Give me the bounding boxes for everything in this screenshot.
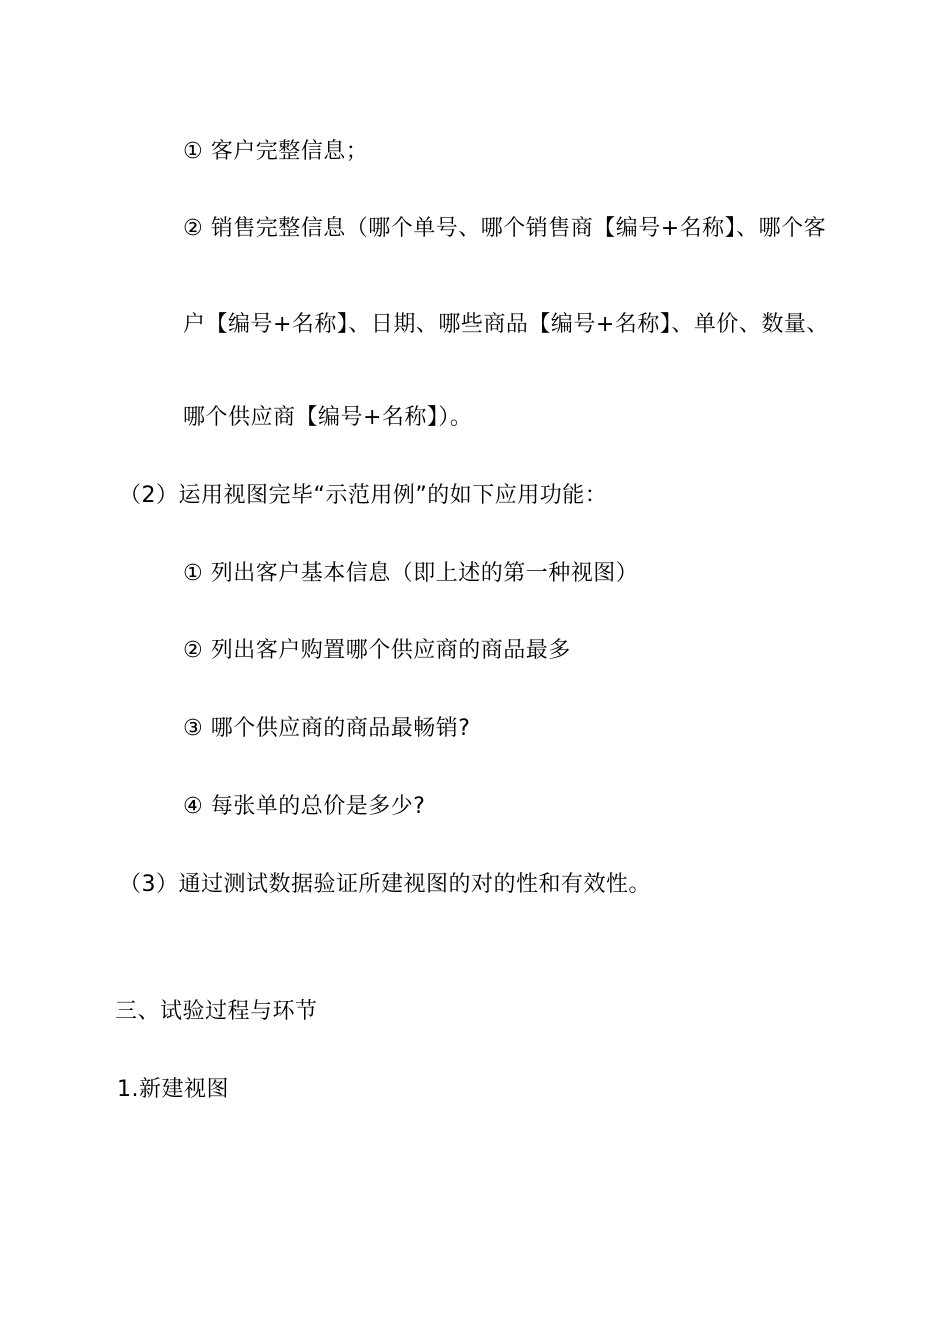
section-item-2: （2）运用视图完毕“示范用例”的如下应用功能： [119, 483, 608, 508]
list-item-customer-basic: ① 列出客户基本信息（即上述的第一种视图） [183, 561, 639, 586]
section-heading: 三、试验过程与环节 [115, 999, 318, 1024]
subsection-heading: 1.新建视图 [117, 1077, 229, 1102]
list-item-sales-info-line2: 户【编号+名称】、日期、哪些商品【编号+名称】、单价、数量、 [183, 312, 829, 337]
list-item-most-supplier: ② 列出客户购置哪个供应商的商品最多 [183, 638, 571, 663]
list-item-customer-info: ① 客户完整信息； [183, 139, 369, 164]
list-item-sales-info-line1: ② 销售完整信息（哪个单号、哪个销售商【编号+名称】、哪个客 [183, 216, 827, 241]
list-item-sales-info-line3: 哪个供应商【编号+名称】）。 [183, 405, 473, 430]
list-item-total-price: ④ 每张单的总价是多少? [183, 794, 426, 819]
section-item-3: （3）通过测试数据验证所建视图的对的性和有效性。 [119, 872, 651, 897]
list-item-bestselling: ③ 哪个供应商的商品最畅销? [183, 716, 471, 741]
